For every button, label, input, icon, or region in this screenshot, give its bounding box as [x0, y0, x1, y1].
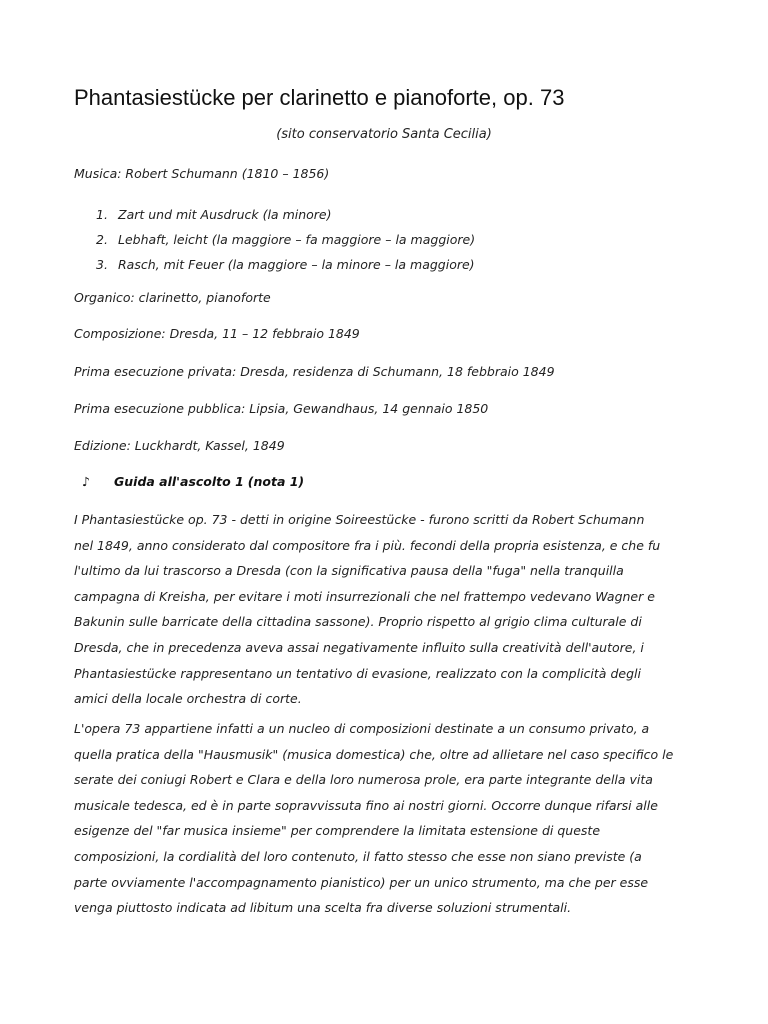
- movement-title: Lebhaft, leicht (la maggiore – fa maggiore – la maggiore): [118, 232, 476, 247]
- movement-number: 1.: [96, 207, 108, 222]
- composition-date-line: Composizione: Dresda, 11 – 12 febbraio 1849: [74, 326, 360, 341]
- paragraph-line: venga piuttosto indicata ad libitum una scelta fra diverse soluzioni strumentali.: [74, 900, 572, 916]
- instrumentation-line: Organico: clarinetto, pianoforte: [74, 290, 271, 305]
- paragraph-line: amici della locale orchestra di corte.: [74, 691, 302, 707]
- list-item: [96, 202, 475, 227]
- paragraph-hausmusik: [74, 716, 694, 921]
- listening-guide-link[interactable]: Guida all'ascolto 1: [114, 474, 244, 489]
- music-note-icon: ♪: [82, 474, 90, 489]
- movement-title: Zart und mit Ausdruck (la minore): [118, 207, 332, 222]
- movement-number: 2.: [96, 232, 108, 247]
- paragraph-line: l'ultimo da lui trascorso a Dresda (con la significativa pausa della "fuga" nella tranquilla: [74, 563, 624, 579]
- paragraph-line: Dresda, che in precedenza aveva assai negativamente influito sulla creatività dell'autore, i: [74, 639, 644, 655]
- paragraph-line: musicale tedesca, ed è in parte sopravvissuta fino ai nostri giorni. Occorre dunque rifarsi alle: [74, 797, 658, 813]
- paragraph-line: quella pratica della "Hausmusik" (musica domestica) che, oltre ad allietare nel caso specifico le: [74, 746, 674, 762]
- footnote-reference[interactable]: (nota 1): [247, 474, 305, 489]
- paragraph-intro: [74, 507, 694, 712]
- paragraph-line: serate dei coniugi Robert e Clara e della loro numerosa prole, era parte integrante della vita: [74, 772, 653, 788]
- edition-line: Edizione: Luckhardt, Kassel, 1849: [74, 438, 285, 453]
- listening-guide-heading: [82, 472, 304, 492]
- paragraph-line: Phantasiestücke rappresentano un tentativo di evasione, realizzato con la complicità degli: [74, 665, 641, 681]
- document-subtitle: (sito conservatorio Santa Cecilia): [276, 127, 492, 142]
- paragraph-line: L'opera 73 appartiene infatti a un nucleo di composizioni destinate a un consumo privato, a: [74, 721, 650, 736]
- private-premiere-line: Prima esecuzione privata: Dresda, residenza di Schumann, 18 febbraio 1849: [74, 364, 555, 379]
- list-item: [96, 252, 475, 277]
- movement-number: 3.: [96, 257, 108, 272]
- movement-title: Rasch, mit Feuer (la maggiore – la minore – la maggiore): [118, 257, 475, 272]
- paragraph-line: Bakunin sulle barricate della cittadina sassone). Proprio rispetto al grigio clima culturale di: [74, 614, 642, 630]
- paragraph-line: nel 1849, anno considerato dal compositore fra i più. fecondi della propria esistenza, e che fu: [74, 537, 661, 553]
- paragraph-line: composizioni, la cordialità del loro contenuto, il fatto stesso che esse non siano previste (a: [74, 848, 642, 864]
- composer-line: Musica: Robert Schumann (1810 – 1856): [74, 166, 330, 181]
- paragraph-line: esigenze del "far musica insieme" per comprendere la limitata estensione di queste: [74, 823, 601, 839]
- movement-list: [96, 202, 475, 277]
- paragraph-line: campagna di Kreisha, per evitare i moti insurrezionali che nel frattempo vedevano Wagner e: [74, 588, 655, 604]
- list-item: [96, 227, 475, 252]
- public-premiere-line: Prima esecuzione pubblica: Lipsia, Gewandhaus, 14 gennaio 1850: [74, 401, 489, 416]
- paragraph-line: I Phantasiestücke op. 73 - detti in origine Soireestücke - furono scritti da Robert Schumann: [74, 512, 645, 527]
- paragraph-line: parte ovviamente l'accompagnamento pianistico) per un unico strumento, ma che per esse: [74, 874, 649, 890]
- document-title: Phantasiestücke per clarinetto e pianoforte, op. 73: [74, 85, 565, 110]
